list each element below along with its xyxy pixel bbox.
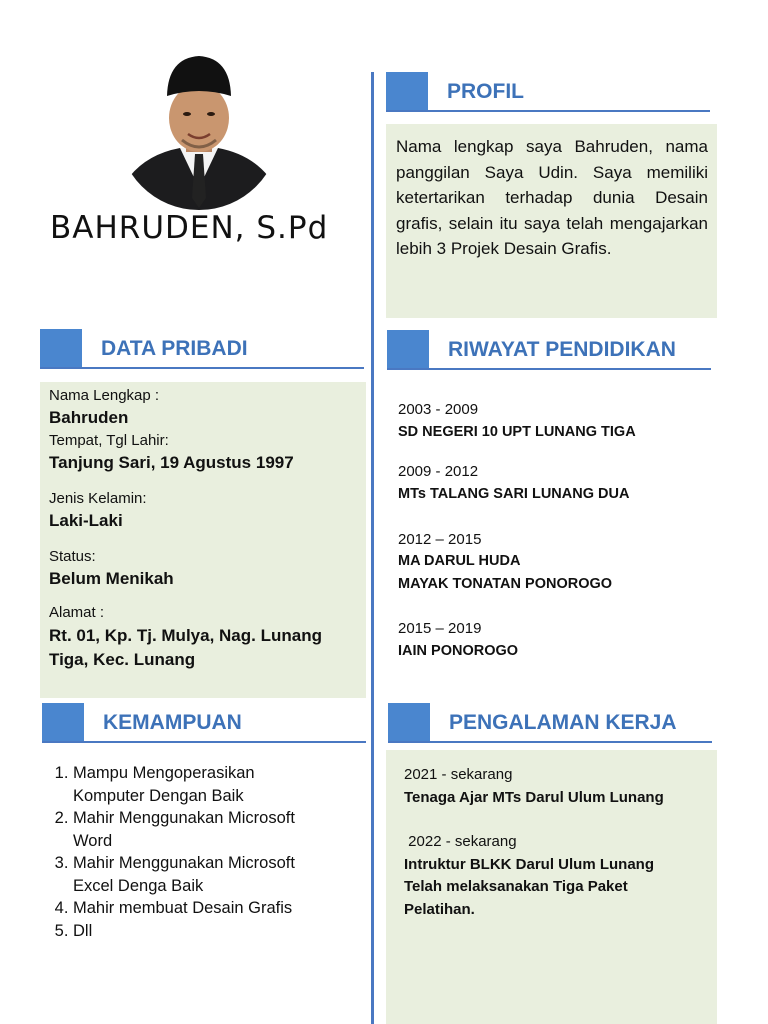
data-pribadi-square-icon [40,329,82,369]
skill-item [73,852,393,897]
skill-item [73,920,393,943]
edu-school-3a: MA DARUL HUDA [398,553,521,569]
personal-label-address: Alamat : [49,604,105,621]
skill-3-line-1: Mahir Menggunakan Microsoft [73,854,295,872]
personal-value-birth: Tanjung Sari, 19 Agustus 1997 [49,453,294,472]
person-name: BAHRUDEN, S.Pd [50,210,329,246]
edu-school-4: IAIN PONOROGO [398,643,519,659]
work-desc-2c: Pelatihan. [404,901,475,918]
profil-square-icon [386,72,428,112]
skill-5-line-1: Dll [73,921,93,940]
skill-2-line-1: Mahir Menggunakan Microsoft [73,809,295,827]
edu-years-2: 2009 - 2012 [398,463,479,480]
edu-years-1: 2003 - 2009 [398,401,479,418]
profil-underline [386,110,710,112]
work-period-1: 2021 - sekarang [404,766,513,783]
personal-label-status: Status: [49,548,96,565]
work-desc-2a: Intruktur BLKK Darul Ulum Lunang [404,856,654,873]
personal-value-address-line-2: Tiga, Kec. Lunang [49,650,196,669]
personal-label-name: Nama Lengkap : [49,387,160,404]
personal-value-name: Bahruden [49,408,129,427]
skills-list [40,762,393,942]
riwayat-underline [387,368,711,370]
personal-value-address-line-1: Rt. 01, Kp. Tj. Mulya, Nag. Lunang [49,626,322,645]
edu-school-3b: MAYAK TONATAN PONOROGO [398,576,613,592]
skill-1-line-2: Komputer Dengan Baik [73,786,244,805]
skill-1-line-1: Mampu Mengoperasikan [73,764,255,782]
skill-4-line-1: Mahir membuat Desain Grafis [73,899,293,917]
kemampuan-heading: KEMAMPUAN [103,711,242,734]
profil-text: Nama lengkap saya Bahruden, nama panggilan Saya Udin. Saya memiliki ketertarikan terhadap dunia Desain grafis, selain itu saya telah mengajarkan lebih 3 Projek Desain Grafis. [396,137,708,258]
edu-years-4: 2015 – 2019 [398,620,482,637]
kemampuan-underline [42,741,366,743]
person-avatar-icon [118,48,280,210]
personal-label-birth: Tempat, Tgl Lahir: [49,432,169,449]
skill-3-line-2: Excel Denga Baik [73,876,204,895]
edu-school-2: MTs TALANG SARI LUNANG DUA [398,486,630,502]
riwayat-heading: RIWAYAT PENDIDIKAN [448,338,676,361]
work-period-2: 2022 - sekarang [404,833,517,850]
edu-school-1: SD NEGERI 10 UPT LUNANG TIGA [398,424,636,440]
pengalaman-square-icon [388,703,430,743]
personal-value-status: Belum Menikah [49,569,174,588]
work-desc-2b: Telah melaksanakan Tiga Paket [404,878,628,895]
personal-label-gender: Jenis Kelamin: [49,490,147,507]
skill-item [73,807,393,852]
work-desc-1: Tenaga Ajar MTs Darul Ulum Lunang [404,789,664,806]
data-pribadi-underline [40,367,364,369]
edu-years-3: 2012 – 2015 [398,531,482,548]
pengalaman-heading: PENGALAMAN KERJA [449,711,677,734]
skill-2-line-2: Word [73,831,113,850]
profil-heading: PROFIL [447,80,524,103]
kemampuan-square-icon [42,703,84,743]
profile-photo [118,48,280,210]
skill-item [73,762,393,807]
riwayat-square-icon [387,330,429,370]
skill-item [73,897,393,920]
data-pribadi-heading: DATA PRIBADI [101,337,248,360]
pengalaman-underline [388,741,712,743]
personal-value-gender: Laki-Laki [49,511,123,530]
